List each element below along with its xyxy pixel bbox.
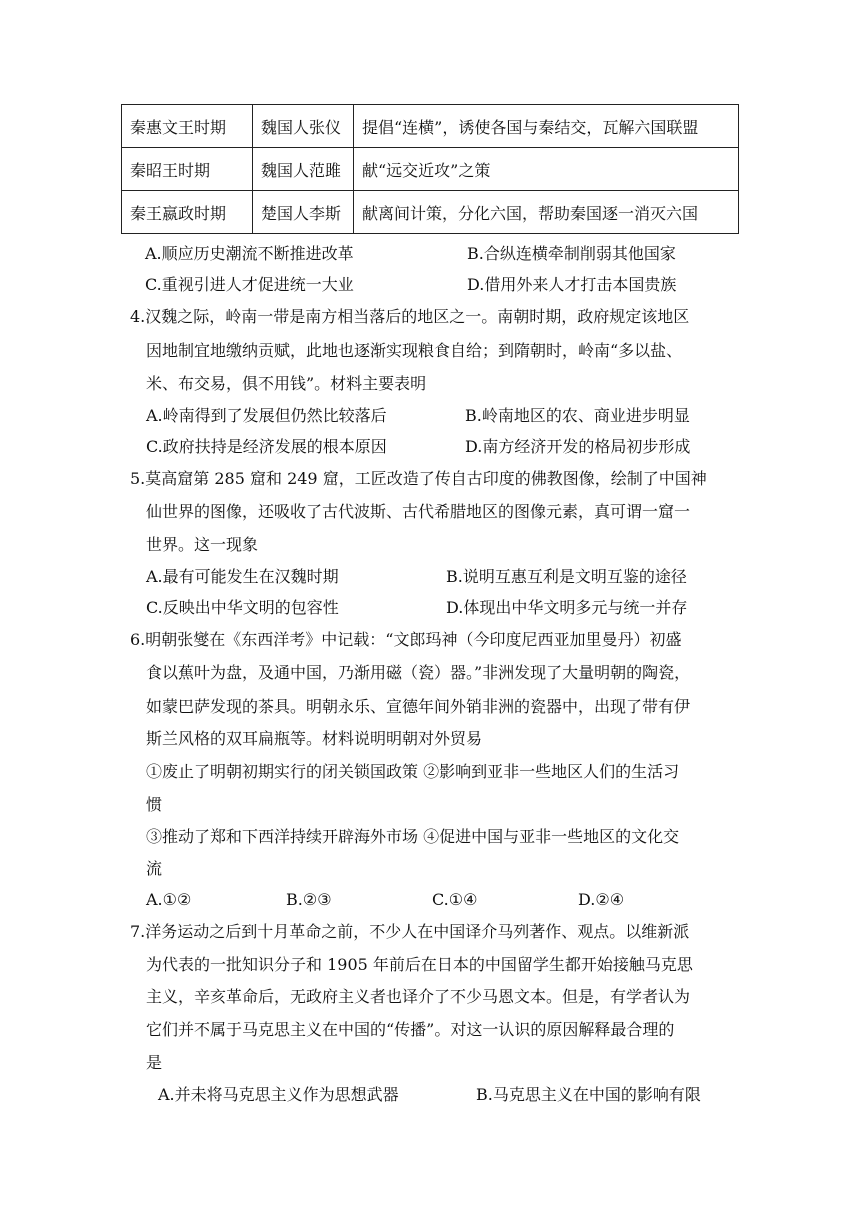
table-row (122, 191, 739, 234)
table-cell-deed: 献“远交近攻”之策 (354, 148, 739, 191)
q6-option-c: C.①④ (432, 890, 478, 909)
q5-option-b: B.说明互惠互利是文明互鉴的途径 (446, 567, 687, 586)
q6-statement-line: ①废止了明朝初期实行的闭关锁国政策 ②影响到亚非一些地区人们的生活习 (146, 762, 680, 781)
history-table (121, 104, 739, 234)
table-cell-deed: 提倡“连横”，诱使各国与秦结交，瓦解六国联盟 (354, 105, 739, 148)
table-cell-person: 魏国人张仪 (253, 105, 354, 148)
table-row (122, 148, 739, 191)
q6-stem-line: 6.明朝张燮在《东西洋考》中记载：“文郎玛神（今印度尼西亚加里曼丹）初盛 (130, 630, 682, 649)
table-cell-period: 秦惠文王时期 (122, 105, 253, 148)
q3-option-a: A.顺应历史潮流不断推进改革 (145, 244, 354, 263)
q6-stem-line: 斯兰风格的双耳扁瓶等。材料说明明朝对外贸易 (146, 729, 483, 748)
table-cell-person: 魏国人范雎 (253, 148, 354, 191)
q5-stem-line: 仙世界的图像，还吸收了古代波斯、古代希腊地区的图像元素，真可谓一窟一 (146, 502, 691, 521)
table-cell-period: 秦王嬴政时期 (122, 191, 253, 234)
q6-statement-line: ③推动了郑和下西洋持续开辟海外市场 ④促进中国与亚非一些地区的文化交 (146, 827, 680, 846)
q6-option-b: B.②③ (286, 890, 332, 909)
q7-option-b: B.马克思主义在中国的影响有限 (476, 1085, 701, 1104)
q6-option-a: A.①② (146, 890, 192, 909)
q5-option-d: D.体现出中华文明多元与统一并存 (446, 598, 688, 617)
q6-stem-line: 食以蕉叶为盘，及通中国，乃渐用磁（瓷）器。”非洲发现了大量明朝的陶瓷， (146, 663, 691, 682)
q5-stem-line: 世界。这一现象 (146, 535, 259, 554)
q4-option-d: D.南方经济开发的格局初步形成 (465, 437, 691, 456)
q7-stem-line: 是 (146, 1053, 163, 1072)
q7-stem-line: 7.洋务运动之后到十月革命之前，不少人在中国译介马列著作、观点。以维新派 (130, 922, 690, 941)
q3-option-b: B.合纵连横牵制削弱其他国家 (467, 244, 676, 263)
table-cell-deed: 献离间计策，分化六国，帮助秦国逐一消灭六国 (354, 191, 739, 234)
q4-option-c: C.政府扶持是经济发展的根本原因 (146, 437, 387, 456)
q7-stem-line: 它们并不属于马克思主义在中国的“传播”。对这一认识的原因解释最合理的 (146, 1020, 675, 1039)
table-row (122, 105, 739, 148)
q3-option-d: D.借用外来人才打击本国贵族 (467, 275, 677, 294)
q4-stem-line: 因地制宜地缴纳贡赋，此地也逐渐实现粮食自给；到隋朝时，岭南“多以盐、 (146, 341, 683, 360)
table-cell-person: 楚国人李斯 (253, 191, 354, 234)
q5-stem-line: 5.莫高窟第 285 窟和 249 窟，工匠改造了传自古印度的佛教图像，绘制了中国神 (130, 469, 707, 488)
q6-stem-line: 如蒙巴萨发现的茶具。明朝永乐、宣德年间外销非洲的瓷器中，出现了带有伊 (146, 697, 691, 716)
q7-stem-line: 主义，辛亥革命后，无政府主义者也译介了不少马恩文本。但是，有学者认为 (146, 987, 691, 1006)
q4-stem-line: 4.汉魏之际，岭南一带是南方相当落后的地区之一。南朝时期，政府规定该地区 (130, 307, 690, 326)
q4-stem-line: 米、布交易，俱不用钱”。材料主要表明 (146, 374, 427, 393)
q6-option-d: D.②④ (578, 890, 625, 909)
table-cell-period: 秦昭王时期 (122, 148, 253, 191)
q5-option-a: A.最有可能发生在汉魏时期 (146, 567, 339, 586)
q7-option-a: A.并未将马克思主义作为思想武器 (158, 1085, 399, 1104)
q6-statement-line: 惯 (146, 795, 163, 814)
q7-stem-line: 为代表的一批知识分子和 1905 年前后在日本的中国留学生都开始接触马克思 (146, 955, 693, 974)
q5-option-c: C.反映出中华文明的包容性 (146, 598, 339, 617)
q4-option-a: A.岭南得到了发展但仍然比较落后 (146, 406, 387, 425)
q4-option-b: B.岭南地区的农、商业进步明显 (465, 406, 690, 425)
q6-statement-line: 流 (146, 859, 163, 878)
q3-option-c: C.重视引进人才促进统一大业 (145, 275, 354, 294)
